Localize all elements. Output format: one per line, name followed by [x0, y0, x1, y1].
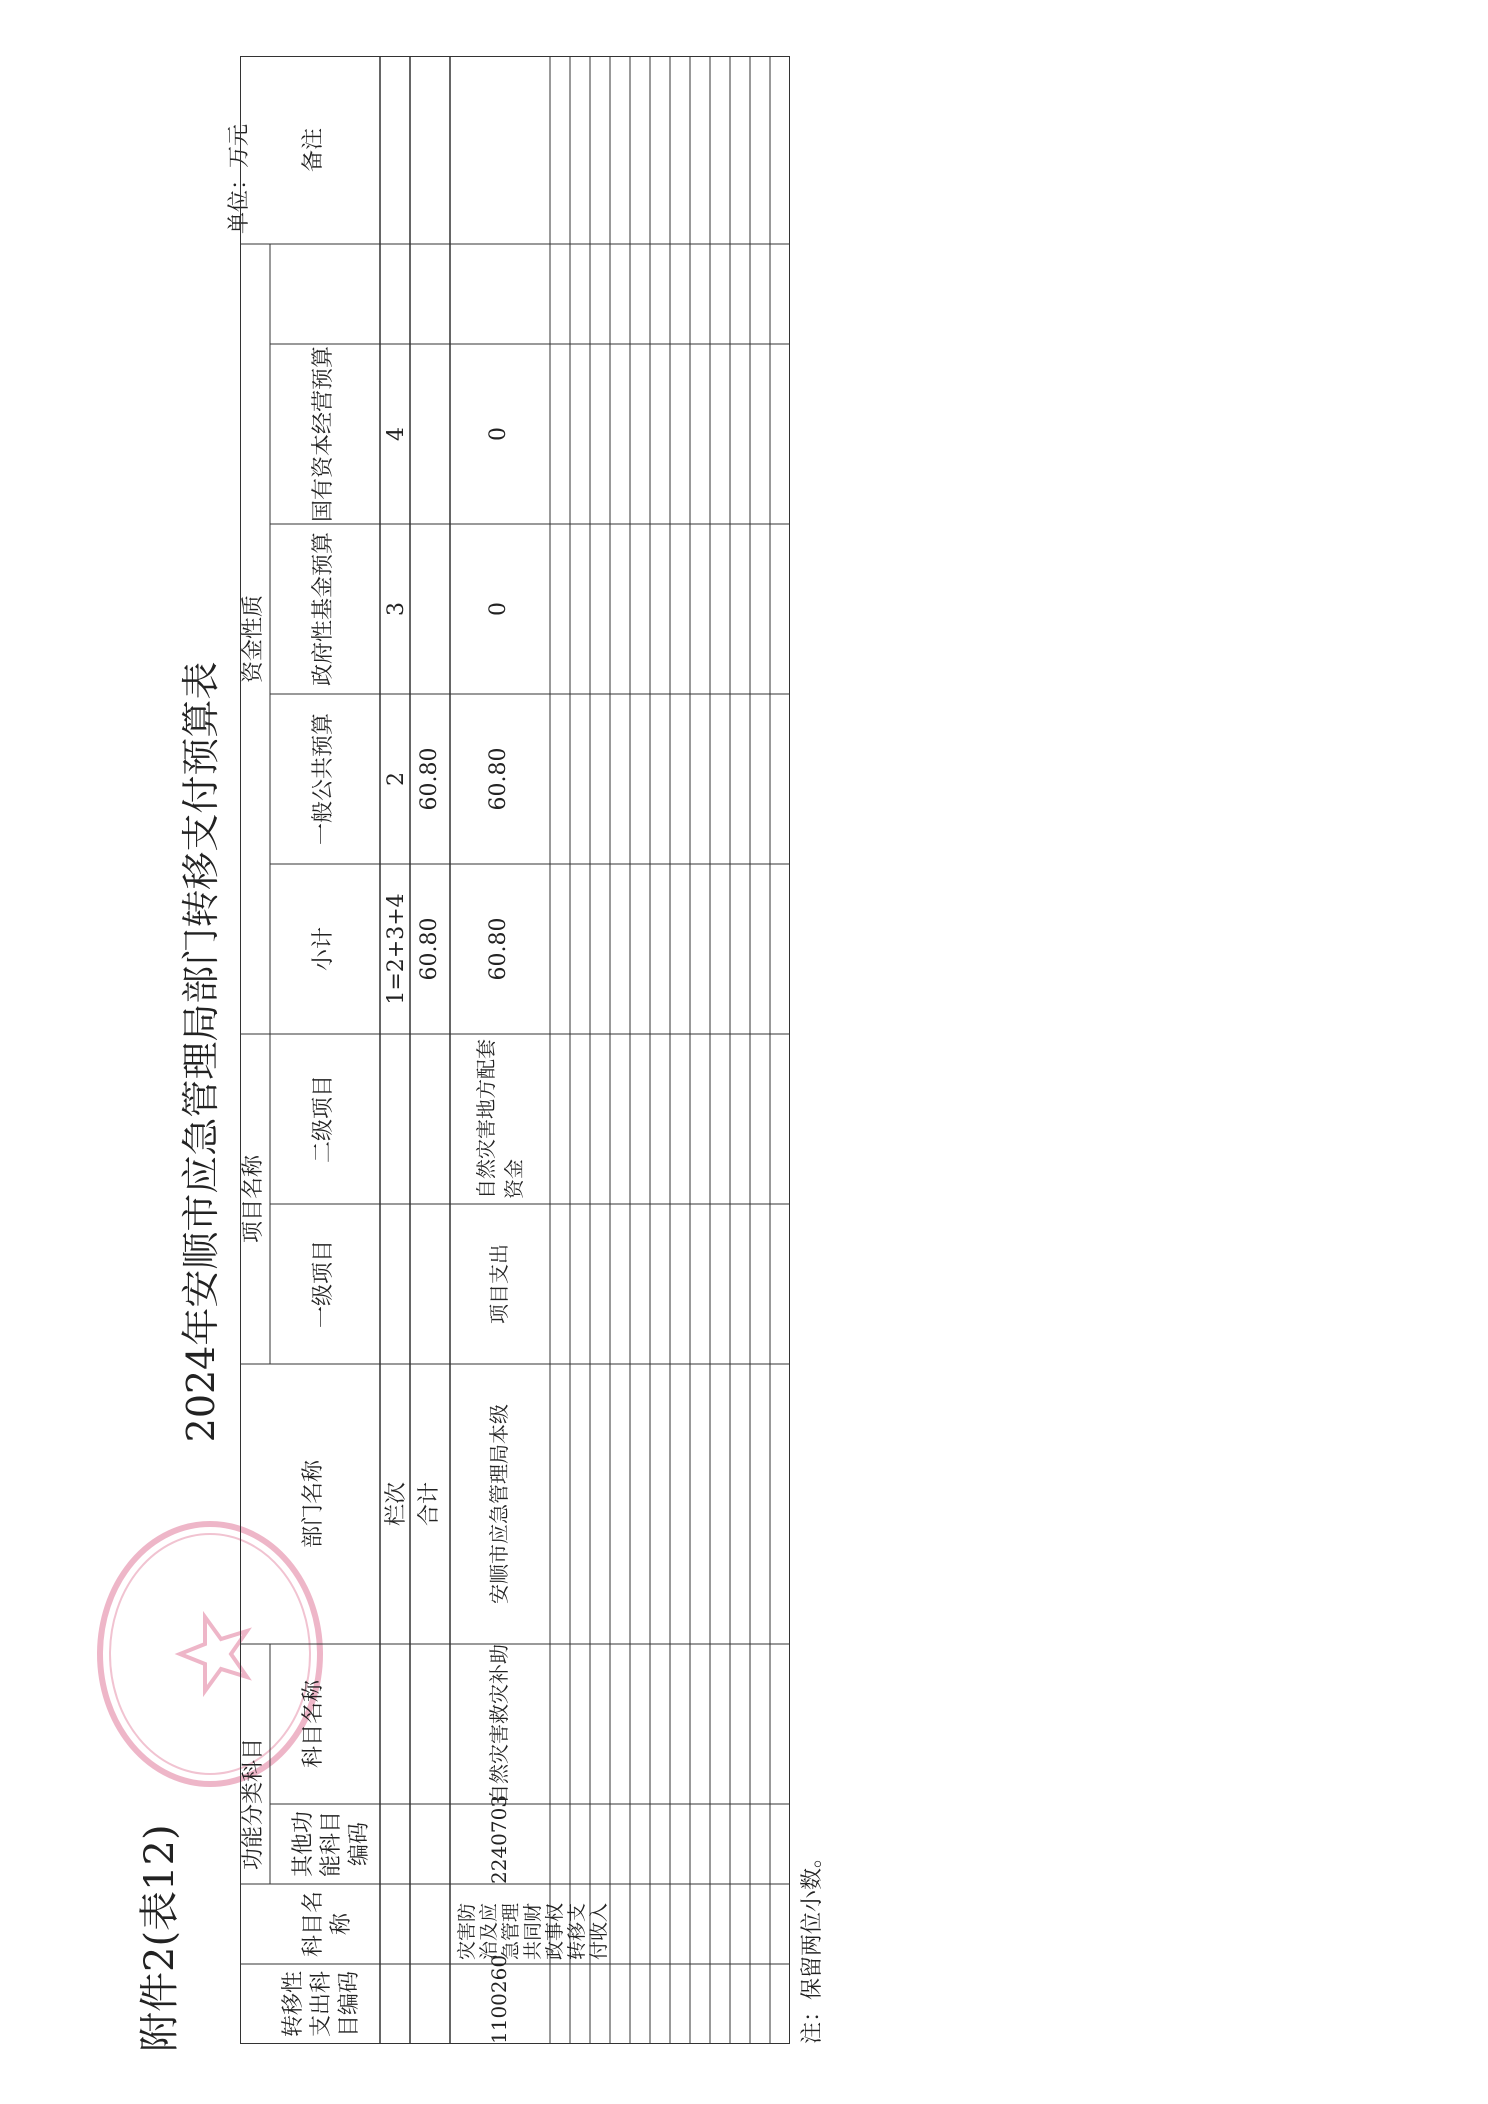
header-dept-name: 部门名称 [301, 1460, 326, 1549]
row-level1: 项目支出 [487, 1244, 511, 1324]
attachment-label: 附件2(表12) [137, 1824, 183, 2052]
total-row-general: 60.80 [417, 747, 442, 811]
unit-label: 单位：万元 [227, 123, 252, 234]
row-transfer-code: 1100260 [487, 1954, 511, 2044]
row-subtotal: 60.80 [486, 917, 511, 981]
header-func-group: 功能分类科目 [241, 1738, 266, 1871]
header-func-name: 科目名称 [301, 1891, 354, 1958]
row-gov-fund: 0 [486, 602, 511, 616]
header-general: 一般公共预算 [311, 713, 336, 846]
header-other-code: 其他功能科目编码 [291, 1811, 372, 1878]
row-general: 60.80 [486, 747, 511, 811]
total-row-label: 合计 [417, 1482, 442, 1527]
header-subtotal: 小计 [311, 927, 336, 972]
header-other-name: 科目名称 [301, 1680, 326, 1769]
document-title: 2024年安顺市应急管理局部门转移支付预算表 [179, 661, 223, 1443]
column-row-label: 栏次 [384, 1482, 409, 1527]
header-transfer-code: 转移性支出科目编码 [281, 1971, 362, 2038]
column-row-general: 2 [384, 772, 409, 786]
header-gov-fund: 政府性基金预算 [311, 532, 336, 687]
header-remark: 备注 [301, 128, 326, 173]
column-row-gov-fund: 3 [384, 602, 409, 616]
header-project-group: 项目名称 [241, 1155, 266, 1244]
row-other-code: 2240703 [487, 1794, 511, 1884]
column-row-state-capital: 4 [384, 427, 409, 441]
header-fund-group: 资金性质 [241, 595, 266, 684]
total-row-subtotal: 60.80 [417, 917, 442, 981]
column-row-subtotal: 1=2+3+4 [384, 893, 409, 1005]
row-dept-name: 安顺市应急管理局本级 [487, 1404, 511, 1604]
footnote: 注：保留两位小数。 [800, 1845, 825, 2044]
budget-table [240, 56, 790, 2044]
row-level2: 自然灾害地方配套资金 [474, 1039, 526, 1199]
row-func-name: 灾害防治及应急管理共同财政事权转移支付收入 [456, 1902, 610, 1960]
row-other-name: 自然灾害救灾补助 [487, 1644, 511, 1804]
header-level1: 一级项目 [311, 1240, 336, 1329]
row-state-capital: 0 [486, 427, 511, 441]
header-level2: 二级项目 [311, 1075, 336, 1164]
header-state-capital: 国有资本经营预算 [311, 346, 336, 523]
